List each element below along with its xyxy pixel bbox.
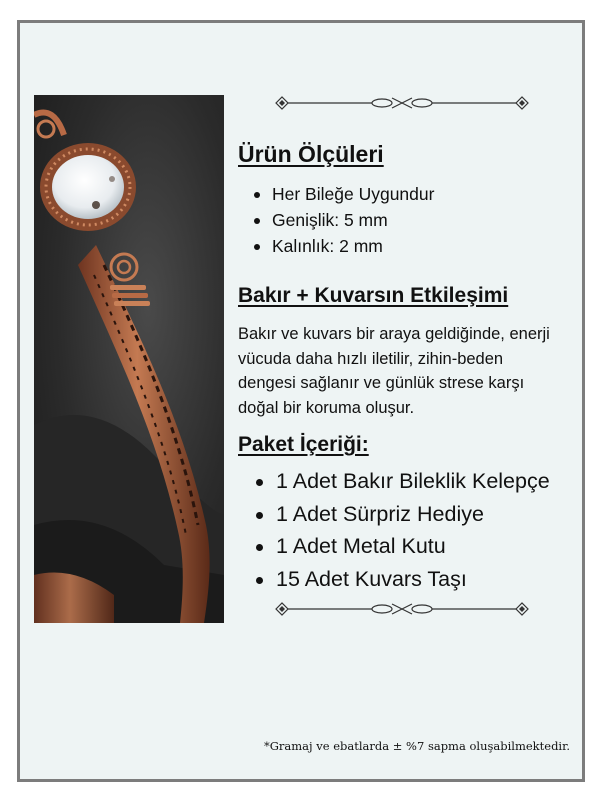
list-item: Kalınlık: 2 mm — [252, 233, 434, 259]
footnote: *Gramaj ve ebatlarda ± %7 sapma oluşabilmektedir. — [263, 739, 570, 753]
copper-cuff-bracelet-icon — [34, 95, 224, 623]
list-item: 1 Adet Bakır Bileklik Kelepçe — [252, 465, 550, 498]
package-heading: Paket İçeriği: — [238, 433, 369, 456]
divider-ornament-bottom-icon — [274, 601, 530, 617]
interaction-heading: Bakır + Kuvarsın Etkileşimi — [238, 284, 509, 307]
list-item: Her Bileğe Uygundur — [252, 181, 434, 207]
list-item: 1 Adet Sürpriz Hediye — [252, 498, 550, 531]
package-list — [252, 465, 550, 595]
product-photo — [34, 95, 224, 623]
dimensions-list — [252, 181, 434, 259]
interaction-text: Bakır ve kuvars bir araya geldiğinde, enerji vücuda daha hızlı iletilir, zihin-beden dengesi sağlanır ve günlük strese karşı doğal bir koruma oluşur. — [238, 325, 550, 417]
product-info-card — [17, 20, 585, 782]
divider-ornament-top-icon — [274, 95, 530, 111]
list-item: Genişlik: 5 mm — [252, 207, 434, 233]
list-item: 15 Adet Kuvars Taşı — [252, 563, 550, 596]
list-item: 1 Adet Metal Kutu — [252, 530, 550, 563]
dimensions-heading: Ürün Ölçüleri — [238, 141, 384, 167]
